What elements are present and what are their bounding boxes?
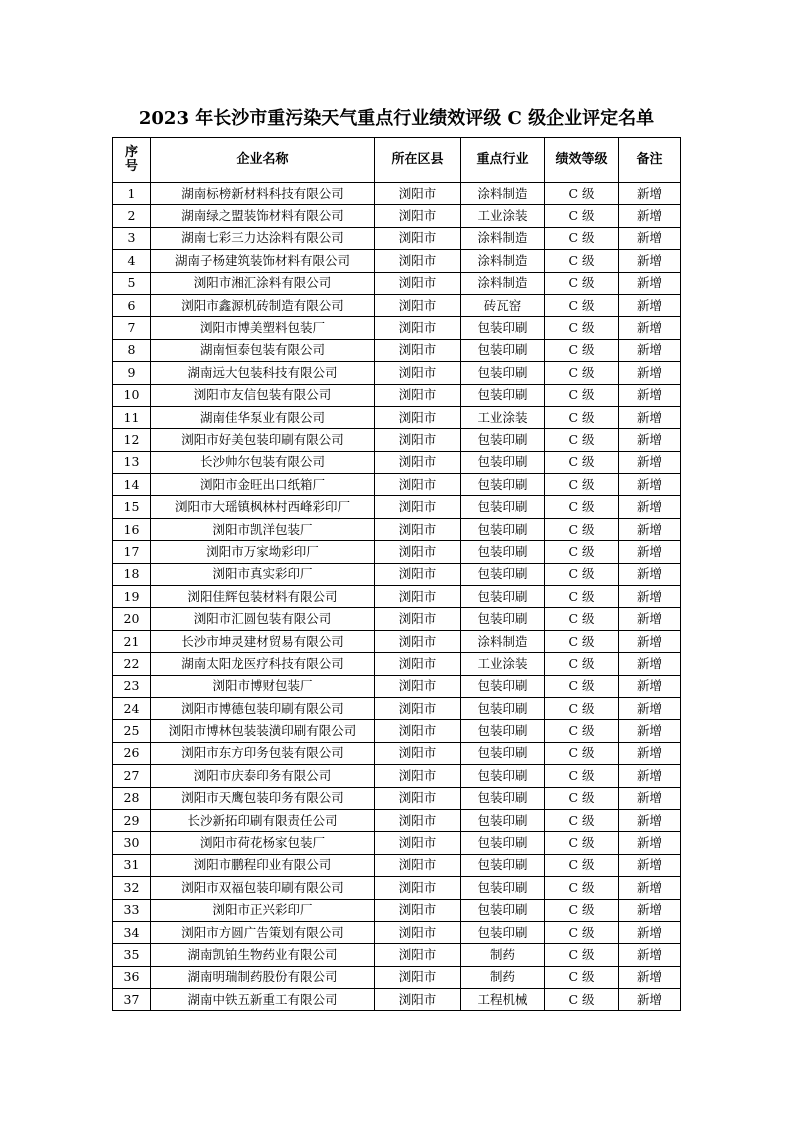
cell-company-name: 湖南凯铂生物药业有限公司	[151, 944, 375, 966]
cell-performance-grade: C 级	[545, 362, 619, 384]
table-row	[113, 294, 681, 316]
cell-district: 浏阳市	[375, 787, 461, 809]
cell-company-name: 浏阳市博德包装印刷有限公司	[151, 697, 375, 719]
cell-remarks: 新增	[619, 765, 681, 787]
cell-remarks: 新增	[619, 809, 681, 831]
cell-remarks: 新增	[619, 294, 681, 316]
cell-serial-number: 16	[113, 518, 151, 540]
table-row	[113, 809, 681, 831]
cell-remarks: 新增	[619, 518, 681, 540]
header-performance-grade: 绩效等级	[545, 138, 619, 183]
cell-serial-number: 21	[113, 630, 151, 652]
table-row	[113, 608, 681, 630]
cell-performance-grade: C 级	[545, 272, 619, 294]
cell-district: 浏阳市	[375, 474, 461, 496]
cell-serial-number: 32	[113, 877, 151, 899]
cell-district: 浏阳市	[375, 697, 461, 719]
cell-remarks: 新增	[619, 496, 681, 518]
cell-industry: 包装印刷	[461, 787, 545, 809]
cell-remarks: 新增	[619, 787, 681, 809]
cell-industry: 包装印刷	[461, 586, 545, 608]
cell-district: 浏阳市	[375, 250, 461, 272]
cell-remarks: 新增	[619, 563, 681, 585]
cell-performance-grade: C 级	[545, 697, 619, 719]
cell-district: 浏阳市	[375, 339, 461, 361]
cell-district: 浏阳市	[375, 966, 461, 988]
cell-serial-number: 35	[113, 944, 151, 966]
cell-industry: 包装印刷	[461, 675, 545, 697]
cell-serial-number: 4	[113, 250, 151, 272]
table-row	[113, 474, 681, 496]
cell-remarks: 新增	[619, 899, 681, 921]
cell-company-name: 长沙帅尔包装有限公司	[151, 451, 375, 473]
cell-company-name: 湖南明瑞制药股份有限公司	[151, 966, 375, 988]
cell-serial-number: 24	[113, 697, 151, 719]
cell-performance-grade: C 级	[545, 339, 619, 361]
cell-company-name: 浏阳市好美包装印刷有限公司	[151, 429, 375, 451]
cell-performance-grade: C 级	[545, 474, 619, 496]
cell-district: 浏阳市	[375, 496, 461, 518]
cell-performance-grade: C 级	[545, 944, 619, 966]
table-row	[113, 205, 681, 227]
cell-industry: 包装印刷	[461, 339, 545, 361]
cell-industry: 包装印刷	[461, 362, 545, 384]
cell-district: 浏阳市	[375, 877, 461, 899]
cell-remarks: 新增	[619, 317, 681, 339]
cell-industry: 包装印刷	[461, 809, 545, 831]
cell-remarks: 新增	[619, 608, 681, 630]
table-row	[113, 183, 681, 205]
cell-remarks: 新增	[619, 720, 681, 742]
cell-industry: 砖瓦窑	[461, 294, 545, 316]
cell-serial-number: 36	[113, 966, 151, 988]
cell-industry: 包装印刷	[461, 541, 545, 563]
cell-serial-number: 10	[113, 384, 151, 406]
cell-remarks: 新增	[619, 339, 681, 361]
cell-district: 浏阳市	[375, 362, 461, 384]
cell-performance-grade: C 级	[545, 630, 619, 652]
cell-company-name: 浏阳市湘汇涂料有限公司	[151, 272, 375, 294]
header-serial-number: 序 号	[113, 138, 151, 183]
table-row	[113, 742, 681, 764]
cell-industry: 工业涂装	[461, 205, 545, 227]
cell-performance-grade: C 级	[545, 675, 619, 697]
cell-company-name: 湖南七彩三力达涂料有限公司	[151, 227, 375, 249]
cell-performance-grade: C 级	[545, 250, 619, 272]
cell-industry: 包装印刷	[461, 742, 545, 764]
cell-performance-grade: C 级	[545, 765, 619, 787]
cell-serial-number: 30	[113, 832, 151, 854]
cell-company-name: 浏阳市汇圆包装有限公司	[151, 608, 375, 630]
cell-industry: 涂料制造	[461, 272, 545, 294]
cell-serial-number: 11	[113, 406, 151, 428]
cell-performance-grade: C 级	[545, 429, 619, 451]
cell-company-name: 浏阳市鑫源机砖制造有限公司	[151, 294, 375, 316]
cell-district: 浏阳市	[375, 518, 461, 540]
cell-company-name: 浏阳市友信包装有限公司	[151, 384, 375, 406]
cell-remarks: 新增	[619, 429, 681, 451]
cell-performance-grade: C 级	[545, 317, 619, 339]
cell-remarks: 新增	[619, 675, 681, 697]
table-row	[113, 653, 681, 675]
cell-industry: 包装印刷	[461, 832, 545, 854]
cell-industry: 包装印刷	[461, 720, 545, 742]
table-row	[113, 362, 681, 384]
cell-serial-number: 25	[113, 720, 151, 742]
cell-company-name: 浏阳市博财包装厂	[151, 675, 375, 697]
cell-remarks: 新增	[619, 854, 681, 876]
cell-district: 浏阳市	[375, 451, 461, 473]
cell-industry: 涂料制造	[461, 630, 545, 652]
cell-performance-grade: C 级	[545, 832, 619, 854]
cell-district: 浏阳市	[375, 563, 461, 585]
header-company-name: 企业名称	[151, 138, 375, 183]
cell-industry: 制药	[461, 944, 545, 966]
cell-industry: 工业涂装	[461, 406, 545, 428]
cell-performance-grade: C 级	[545, 921, 619, 943]
cell-performance-grade: C 级	[545, 877, 619, 899]
cell-serial-number: 17	[113, 541, 151, 563]
cell-district: 浏阳市	[375, 899, 461, 921]
cell-district: 浏阳市	[375, 384, 461, 406]
cell-district: 浏阳市	[375, 608, 461, 630]
cell-performance-grade: C 级	[545, 563, 619, 585]
table-row	[113, 518, 681, 540]
cell-district: 浏阳市	[375, 854, 461, 876]
cell-serial-number: 22	[113, 653, 151, 675]
cell-remarks: 新增	[619, 921, 681, 943]
cell-district: 浏阳市	[375, 205, 461, 227]
cell-serial-number: 2	[113, 205, 151, 227]
cell-district: 浏阳市	[375, 765, 461, 787]
cell-district: 浏阳市	[375, 675, 461, 697]
cell-serial-number: 13	[113, 451, 151, 473]
cell-district: 浏阳市	[375, 742, 461, 764]
cell-company-name: 湖南佳华泵业有限公司	[151, 406, 375, 428]
cell-district: 浏阳市	[375, 541, 461, 563]
cell-performance-grade: C 级	[545, 989, 619, 1011]
cell-company-name: 浏阳市东方印务包装有限公司	[151, 742, 375, 764]
cell-company-name: 浏阳市博林包装装潢印刷有限公司	[151, 720, 375, 742]
cell-industry: 包装印刷	[461, 877, 545, 899]
table-row	[113, 429, 681, 451]
table-row	[113, 944, 681, 966]
cell-district: 浏阳市	[375, 832, 461, 854]
cell-serial-number: 12	[113, 429, 151, 451]
cell-company-name: 浏阳市正兴彩印厂	[151, 899, 375, 921]
cell-district: 浏阳市	[375, 586, 461, 608]
cell-performance-grade: C 级	[545, 541, 619, 563]
cell-remarks: 新增	[619, 384, 681, 406]
cell-company-name: 浏阳市凯洋包装厂	[151, 518, 375, 540]
cell-remarks: 新增	[619, 877, 681, 899]
cell-remarks: 新增	[619, 406, 681, 428]
cell-serial-number: 28	[113, 787, 151, 809]
cell-serial-number: 20	[113, 608, 151, 630]
table-header-row	[113, 138, 681, 183]
cell-serial-number: 27	[113, 765, 151, 787]
cell-serial-number: 9	[113, 362, 151, 384]
table-row	[113, 384, 681, 406]
cell-company-name: 湖南绿之盟装饰材料有限公司	[151, 205, 375, 227]
cell-remarks: 新增	[619, 832, 681, 854]
cell-industry: 包装印刷	[461, 474, 545, 496]
cell-district: 浏阳市	[375, 989, 461, 1011]
cell-industry: 包装印刷	[461, 608, 545, 630]
cell-district: 浏阳市	[375, 944, 461, 966]
cell-company-name: 浏阳市万家坳彩印厂	[151, 541, 375, 563]
table-row	[113, 339, 681, 361]
cell-company-name: 浏阳市鹏程印业有限公司	[151, 854, 375, 876]
cell-industry: 包装印刷	[461, 697, 545, 719]
header-industry: 重点行业	[461, 138, 545, 183]
table-row	[113, 787, 681, 809]
cell-industry: 包装印刷	[461, 563, 545, 585]
cell-district: 浏阳市	[375, 317, 461, 339]
cell-serial-number: 3	[113, 227, 151, 249]
cell-performance-grade: C 级	[545, 451, 619, 473]
cell-company-name: 湖南恒泰包装有限公司	[151, 339, 375, 361]
cell-remarks: 新增	[619, 227, 681, 249]
cell-serial-number: 31	[113, 854, 151, 876]
cell-remarks: 新增	[619, 474, 681, 496]
cell-industry: 包装印刷	[461, 765, 545, 787]
cell-company-name: 浏阳佳辉包装材料有限公司	[151, 586, 375, 608]
cell-serial-number: 33	[113, 899, 151, 921]
table-row	[113, 966, 681, 988]
cell-industry: 涂料制造	[461, 227, 545, 249]
table-row	[113, 899, 681, 921]
cell-remarks: 新增	[619, 272, 681, 294]
cell-industry: 包装印刷	[461, 899, 545, 921]
cell-industry: 涂料制造	[461, 250, 545, 272]
table-row	[113, 586, 681, 608]
cell-remarks: 新增	[619, 183, 681, 205]
cell-company-name: 湖南标榜新材料科技有限公司	[151, 183, 375, 205]
cell-remarks: 新增	[619, 362, 681, 384]
cell-remarks: 新增	[619, 742, 681, 764]
cell-performance-grade: C 级	[545, 653, 619, 675]
cell-performance-grade: C 级	[545, 586, 619, 608]
cell-performance-grade: C 级	[545, 899, 619, 921]
cell-district: 浏阳市	[375, 406, 461, 428]
table-row	[113, 451, 681, 473]
cell-district: 浏阳市	[375, 272, 461, 294]
cell-company-name: 湖南子杨建筑装饰材料有限公司	[151, 250, 375, 272]
cell-serial-number: 5	[113, 272, 151, 294]
cell-company-name: 浏阳市博美塑料包装厂	[151, 317, 375, 339]
cell-serial-number: 29	[113, 809, 151, 831]
cell-remarks: 新增	[619, 586, 681, 608]
cell-performance-grade: C 级	[545, 496, 619, 518]
cell-serial-number: 8	[113, 339, 151, 361]
cell-district: 浏阳市	[375, 720, 461, 742]
cell-company-name: 湖南中铁五新重工有限公司	[151, 989, 375, 1011]
cell-company-name: 浏阳市真实彩印厂	[151, 563, 375, 585]
cell-remarks: 新增	[619, 250, 681, 272]
table-row	[113, 541, 681, 563]
cell-serial-number: 26	[113, 742, 151, 764]
cell-serial-number: 37	[113, 989, 151, 1011]
cell-performance-grade: C 级	[545, 518, 619, 540]
cell-performance-grade: C 级	[545, 406, 619, 428]
cell-performance-grade: C 级	[545, 227, 619, 249]
cell-industry: 包装印刷	[461, 451, 545, 473]
table-row	[113, 272, 681, 294]
table-row	[113, 563, 681, 585]
cell-company-name: 浏阳市天鹰包装印务有限公司	[151, 787, 375, 809]
cell-district: 浏阳市	[375, 294, 461, 316]
table-row	[113, 765, 681, 787]
cell-remarks: 新增	[619, 989, 681, 1011]
cell-company-name: 长沙市坤灵建材贸易有限公司	[151, 630, 375, 652]
header-remarks: 备注	[619, 138, 681, 183]
table-row	[113, 630, 681, 652]
table-row	[113, 406, 681, 428]
cell-industry: 包装印刷	[461, 384, 545, 406]
cell-serial-number: 34	[113, 921, 151, 943]
header-district: 所在区县	[375, 138, 461, 183]
cell-remarks: 新增	[619, 944, 681, 966]
cell-company-name: 浏阳市荷花杨家包装厂	[151, 832, 375, 854]
cell-serial-number: 23	[113, 675, 151, 697]
table-row	[113, 317, 681, 339]
cell-serial-number: 6	[113, 294, 151, 316]
cell-performance-grade: C 级	[545, 183, 619, 205]
cell-company-name: 浏阳市大瑶镇枫林村西峰彩印厂	[151, 496, 375, 518]
cell-remarks: 新增	[619, 451, 681, 473]
cell-company-name: 湖南远大包装科技有限公司	[151, 362, 375, 384]
cell-company-name: 湖南太阳龙医疗科技有限公司	[151, 653, 375, 675]
table-row	[113, 854, 681, 876]
cell-performance-grade: C 级	[545, 294, 619, 316]
cell-company-name: 浏阳市双福包装印刷有限公司	[151, 877, 375, 899]
cell-industry: 包装印刷	[461, 429, 545, 451]
cell-industry: 制药	[461, 966, 545, 988]
cell-remarks: 新增	[619, 630, 681, 652]
table-row	[113, 250, 681, 272]
table-row	[113, 877, 681, 899]
cell-performance-grade: C 级	[545, 205, 619, 227]
cell-serial-number: 14	[113, 474, 151, 496]
cell-performance-grade: C 级	[545, 608, 619, 630]
cell-district: 浏阳市	[375, 630, 461, 652]
table-row	[113, 989, 681, 1011]
cell-industry: 包装印刷	[461, 496, 545, 518]
cell-industry: 包装印刷	[461, 921, 545, 943]
cell-remarks: 新增	[619, 205, 681, 227]
cell-industry: 包装印刷	[461, 518, 545, 540]
table-row	[113, 921, 681, 943]
cell-serial-number: 18	[113, 563, 151, 585]
cell-district: 浏阳市	[375, 429, 461, 451]
cell-company-name: 浏阳市庆泰印务有限公司	[151, 765, 375, 787]
cell-company-name: 浏阳市金旺出口纸箱厂	[151, 474, 375, 496]
table-row	[113, 227, 681, 249]
cell-district: 浏阳市	[375, 809, 461, 831]
table-row	[113, 697, 681, 719]
page-title: 2023 年长沙市重污染天气重点行业绩效评级 C 级企业评定名单	[138, 108, 655, 129]
cell-serial-number: 19	[113, 586, 151, 608]
table-row	[113, 496, 681, 518]
cell-district: 浏阳市	[375, 227, 461, 249]
cell-district: 浏阳市	[375, 183, 461, 205]
cell-company-name: 浏阳市方圆广告策划有限公司	[151, 921, 375, 943]
cell-industry: 工业涂装	[461, 653, 545, 675]
cell-performance-grade: C 级	[545, 854, 619, 876]
cell-performance-grade: C 级	[545, 966, 619, 988]
cell-serial-number: 7	[113, 317, 151, 339]
cell-performance-grade: C 级	[545, 787, 619, 809]
cell-industry: 包装印刷	[461, 854, 545, 876]
cell-company-name: 长沙新拓印刷有限责任公司	[151, 809, 375, 831]
cell-industry: 涂料制造	[461, 183, 545, 205]
cell-serial-number: 1	[113, 183, 151, 205]
enterprise-table	[112, 137, 681, 1011]
table-row	[113, 832, 681, 854]
cell-performance-grade: C 级	[545, 809, 619, 831]
cell-industry: 包装印刷	[461, 317, 545, 339]
cell-remarks: 新增	[619, 966, 681, 988]
cell-district: 浏阳市	[375, 921, 461, 943]
cell-performance-grade: C 级	[545, 384, 619, 406]
cell-remarks: 新增	[619, 697, 681, 719]
table-row	[113, 675, 681, 697]
cell-district: 浏阳市	[375, 653, 461, 675]
cell-remarks: 新增	[619, 541, 681, 563]
cell-remarks: 新增	[619, 653, 681, 675]
cell-serial-number: 15	[113, 496, 151, 518]
cell-industry: 工程机械	[461, 989, 545, 1011]
cell-performance-grade: C 级	[545, 742, 619, 764]
table-row	[113, 720, 681, 742]
cell-performance-grade: C 级	[545, 720, 619, 742]
